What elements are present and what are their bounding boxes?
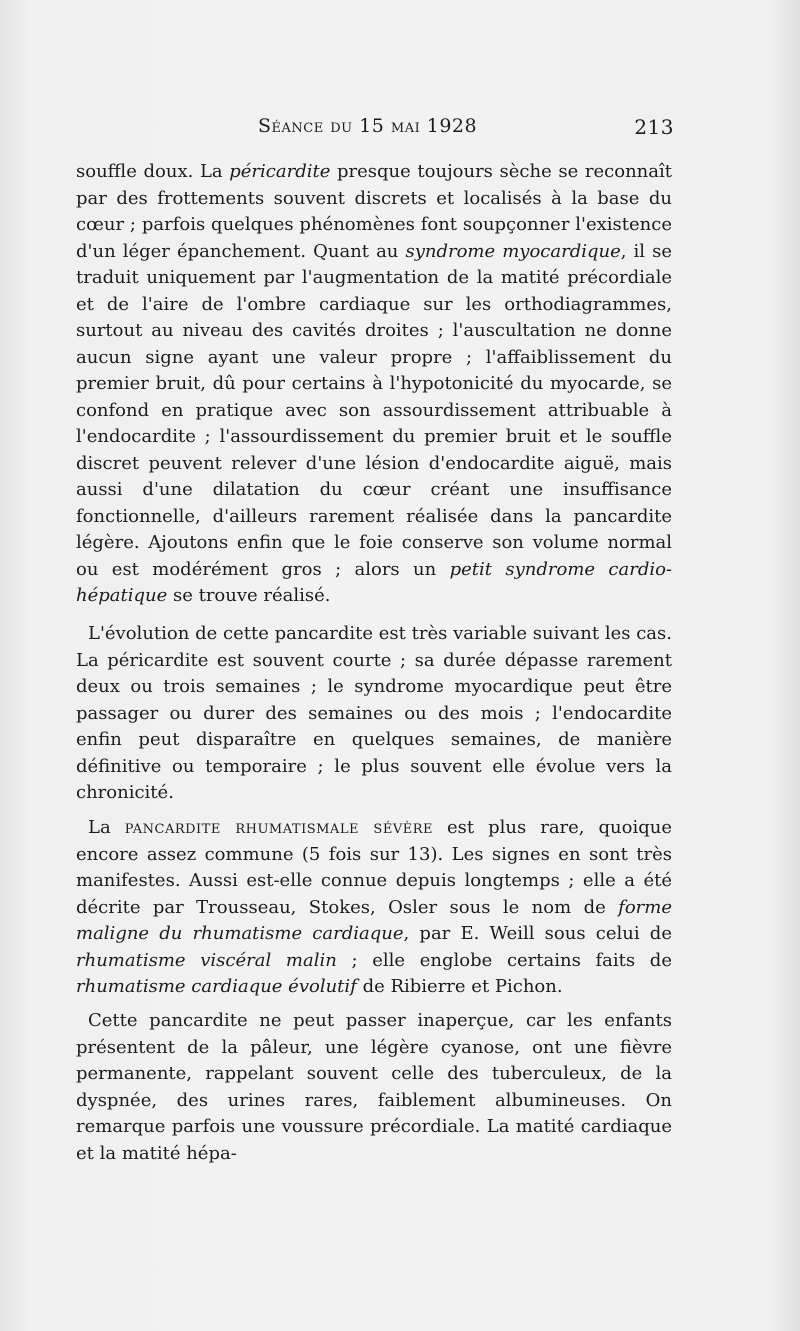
page-number: 213 <box>634 115 674 139</box>
italic-term: rhumatisme viscéral malin <box>76 949 337 971</box>
paragraph-symptoms <box>76 1008 672 1167</box>
running-title: Séance du 15 mai 1928 <box>258 115 478 137</box>
page-header <box>258 115 674 145</box>
text-run: se trouve réalisé. <box>167 585 331 606</box>
text-run: est plus rare, quoique encore assez commune (5 fois sur 13). Les signes en sont très manifestes. Aussi est-elle connue depuis longtemps ; elle a été décrite par Trousseau, Stokes, Osler sous le nom de <box>76 817 672 918</box>
italic-term: petit syndrome cardio-hépatique <box>76 558 673 606</box>
paragraph-pericardite <box>76 159 672 610</box>
italic-term: péricardite <box>229 161 331 182</box>
paragraph-pancardite-severe <box>76 815 672 1001</box>
text-run: ; elle englobe certains faits de <box>336 949 672 971</box>
paragraph-text: Cette pancardite ne peut passer inaperçue, car les enfants présentent de la pâleur, une légère cyanose, ont une fièvre permanente, rappelant souvent celle des tuberculeux, de la dyspnée, des urines rares, faiblement albumineuses. On remarque parfois une voussure précordiale. La matité cardiaque et la matité hépa- <box>76 1010 672 1164</box>
paragraph-evolution <box>76 621 672 807</box>
paragraph-text: L'évolution de cette pancardite est très variable suivant les cas. La péricardite est souvent courte ; sa durée dépasse rarement deux ou trois semaines ; le syndrome myocardique peut être passager ou durer des semaines ou des mois ; l'endocardite enfin peut disparaître en quelques semaines, de manière définitive ou temporaire ; le plus souvent elle évolue vers la chronicité. <box>76 623 672 803</box>
text-run: , il se traduit uniquement par l'augmentation de la matité précordiale et de l'aire de l'ombre cardiaque sur les orthodiagrammes, surtout au niveau des cavités droites ; l'auscultation ne donne aucun signe ayant une valeur propre ; l'affaiblissement du premier bruit, dû pour certains à l'hypotonicité du myocarde, se confond en pratique avec son assourdissement attribuable à l'endocardite ; l'assourdissement du premier bruit et le souffle discret peuvent relever d'une lésion d'endocardite aiguë, mais aussi d'une dilatation du cœur créant une insuffisance fonctionnelle, d'ailleurs rarement réalisée dans la pancardite légère. Ajoutons enfin que le foie conserve son volume normal ou est modérément gros ; alors un <box>76 240 672 580</box>
italic-term: syndrome myocardique <box>405 240 621 262</box>
text-run: de Ribierre et Pichon. <box>356 976 563 997</box>
text-run: , par E. Weill sous celui de <box>403 923 672 944</box>
text-run: presque toujours sèche se reconnaît par des frottements souvent discrets et localisés à la base du cœur ; parfois quelques phénomènes font soupçonner l'existence d'un léger épanchement. Quant au <box>76 161 672 262</box>
text-run: souffle doux. La <box>76 161 230 182</box>
italic-term: forme maligne du rhumatisme cardiaque <box>76 896 672 944</box>
text-run: La <box>88 817 125 838</box>
small-caps-heading: pancardite rhumatismale sévère <box>124 817 433 838</box>
italic-term: rhumatisme cardiaque évolutif <box>76 976 357 997</box>
